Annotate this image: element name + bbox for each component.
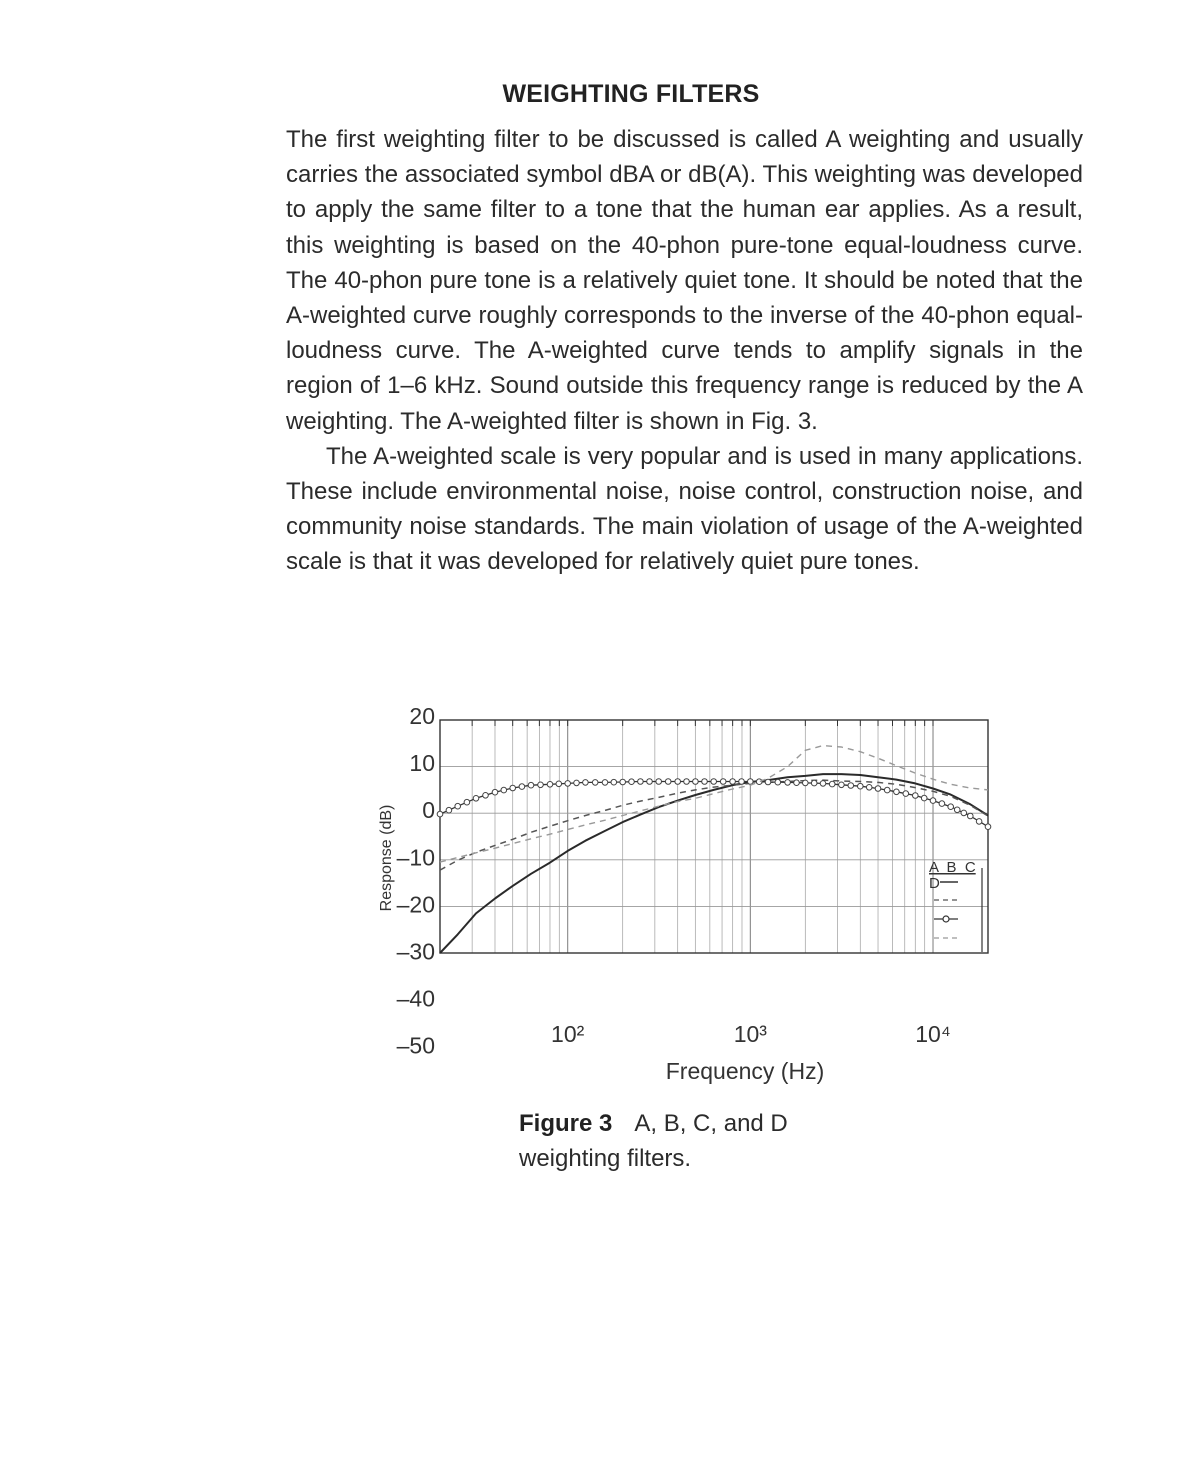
series-marker-c bbox=[913, 793, 919, 799]
series-marker-c bbox=[473, 796, 479, 802]
series-marker-c bbox=[961, 810, 967, 816]
series-marker-c bbox=[848, 783, 854, 789]
chart-grid bbox=[440, 720, 988, 953]
series-marker-c bbox=[629, 779, 635, 785]
series-marker-c bbox=[939, 801, 945, 807]
y-tick-label: –50 bbox=[396, 1032, 435, 1059]
y-tick-label: –40 bbox=[396, 985, 435, 1012]
series-marker-c bbox=[592, 780, 598, 786]
series-marker-c bbox=[565, 781, 571, 787]
series-marker-c bbox=[711, 779, 717, 785]
series-marker-c bbox=[775, 779, 781, 785]
caption-label: Figure 3 bbox=[519, 1110, 613, 1137]
x-tick-label: 10³ bbox=[733, 1021, 767, 1047]
series-marker-c bbox=[785, 780, 791, 786]
series-marker-c bbox=[647, 779, 653, 785]
figure-3 bbox=[360, 690, 1040, 1110]
legend-title: A B C bbox=[929, 859, 976, 876]
series-marker-c bbox=[693, 779, 699, 785]
series-marker-c bbox=[794, 780, 800, 786]
series-marker-c bbox=[739, 779, 745, 785]
series-marker-c bbox=[811, 780, 817, 786]
series-marker-c bbox=[574, 780, 580, 786]
series-marker-c bbox=[538, 782, 544, 788]
series-marker-c bbox=[820, 781, 826, 787]
y-tick-label: –20 bbox=[396, 891, 435, 918]
series-marker-c bbox=[866, 785, 872, 791]
series-marker-c bbox=[858, 783, 864, 789]
series-marker-c bbox=[675, 779, 681, 785]
series-marker-c bbox=[894, 789, 900, 795]
x-tick-label: 10² bbox=[551, 1021, 585, 1047]
series-marker-c bbox=[492, 789, 498, 795]
series-marker-c bbox=[656, 779, 662, 785]
series-marker-c bbox=[730, 779, 736, 785]
series-line-d bbox=[440, 746, 988, 863]
series-marker-c bbox=[903, 791, 909, 797]
series-marker-c bbox=[483, 793, 489, 799]
series-marker-c bbox=[921, 795, 927, 801]
series-marker-c bbox=[884, 787, 890, 793]
paragraph-1: The first weighting filter to be discussed is called A weighting and usually carries the associated symbol dBA or dB(A). This weighting was developed to apply the same filter to a tone that the human ear applies. As a result, this weighting is based on the 40-phon pure-tone equal-loudness curve. The 40-phon pure tone is a relatively quiet tone. It should be noted that the A-weighted curve roughly corresponds to the inverse of the 40-phon equal-loudness curve. The A-weighted curve tends to amplify signals in the region of 1–6 kHz. Sound outside this frequency range is reduced by the A weighting. The A-weighted filter is shown in Fig. 3. bbox=[286, 126, 1083, 435]
x-tick-label: 10⁴ bbox=[915, 1021, 951, 1047]
series-marker-c bbox=[839, 782, 845, 788]
series-marker-c bbox=[968, 813, 974, 819]
y-tick-label: 0 bbox=[422, 797, 435, 824]
chart-series bbox=[437, 746, 991, 953]
series-marker-c bbox=[556, 781, 562, 787]
series-marker-c bbox=[455, 803, 461, 809]
series-marker-c bbox=[602, 780, 608, 786]
series-marker-c bbox=[519, 784, 525, 790]
series-marker-c bbox=[464, 799, 470, 805]
series-marker-c bbox=[720, 779, 726, 785]
series-marker-c bbox=[665, 779, 671, 785]
paragraph-2: The A-weighted scale is very popular and is used in many applications. These include environmental noise, noise control, construction noise, and community noise standards. The main violation of usage of the A-weighted scale is that it was developed for relatively quiet pure tones. bbox=[286, 442, 1083, 576]
series-marker-c bbox=[803, 780, 809, 786]
weighting-filter-chart bbox=[360, 690, 1040, 1110]
x-axis-label: Frequency (Hz) bbox=[665, 1058, 825, 1084]
y-tick-label: –10 bbox=[396, 844, 435, 871]
series-marker-c bbox=[547, 782, 553, 788]
series-marker-c bbox=[510, 785, 516, 791]
series-line-a bbox=[440, 774, 988, 953]
series-marker-c bbox=[985, 824, 991, 830]
series-marker-c bbox=[620, 779, 626, 785]
series-marker-c bbox=[829, 781, 835, 787]
series-marker-c bbox=[611, 779, 617, 785]
series-marker-c bbox=[948, 804, 954, 810]
series-marker-c bbox=[501, 787, 507, 793]
series-marker-c bbox=[437, 811, 443, 817]
page-heading: WEIGHTING FILTERS bbox=[502, 80, 760, 108]
series-marker-c bbox=[638, 779, 644, 785]
series-marker-c bbox=[528, 782, 534, 788]
y-axis-label: Response (dB) bbox=[378, 804, 395, 912]
series-marker-c bbox=[583, 780, 589, 786]
series-marker-c bbox=[748, 779, 754, 785]
y-tick-label: 20 bbox=[409, 703, 435, 729]
y-tick-label: –30 bbox=[396, 938, 435, 965]
legend-label-d: D bbox=[929, 875, 940, 892]
legend-swatch-c-marker bbox=[943, 916, 949, 922]
plot-frame bbox=[440, 720, 988, 953]
x-tick-labels bbox=[551, 1021, 951, 1047]
y-tick-label: 10 bbox=[409, 750, 435, 777]
body-text bbox=[286, 122, 1083, 580]
series-marker-c bbox=[954, 807, 960, 813]
y-tick-labels bbox=[397, 703, 435, 1059]
figure-caption bbox=[519, 1106, 849, 1176]
legend bbox=[929, 859, 982, 952]
caption-text: A, B, C, and D weighting filters. bbox=[519, 1110, 788, 1172]
series-marker-c bbox=[684, 779, 690, 785]
series-marker-c bbox=[875, 786, 881, 792]
series-marker-c bbox=[702, 779, 708, 785]
series-marker-c bbox=[930, 798, 936, 804]
series-marker-c bbox=[446, 807, 452, 813]
series-marker-c bbox=[765, 779, 771, 785]
series-marker-c bbox=[976, 819, 982, 825]
